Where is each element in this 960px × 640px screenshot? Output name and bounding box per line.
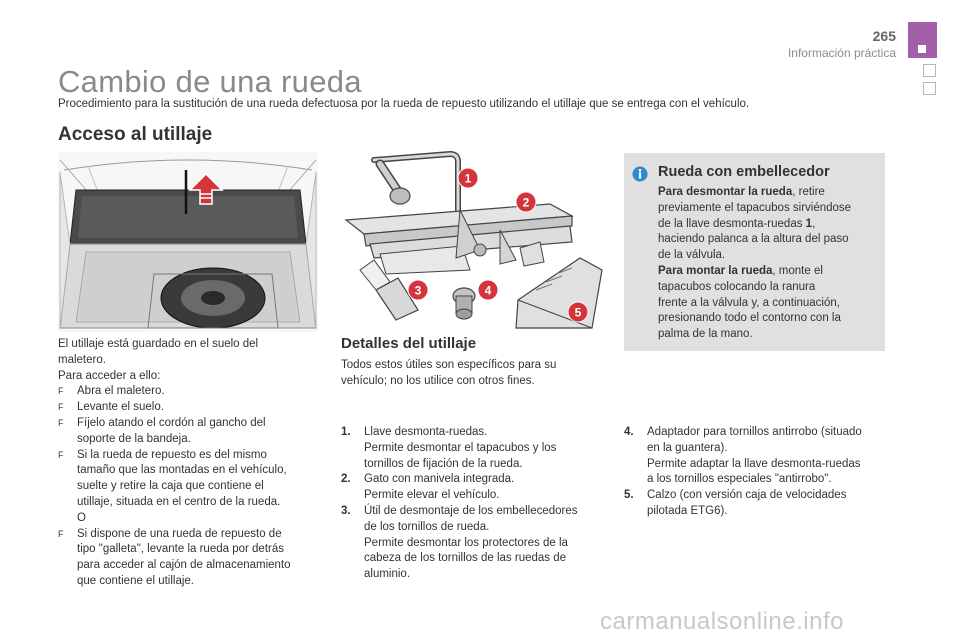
item-text: tornillos de fijación de la rueda. (364, 457, 523, 470)
tool-list-right (624, 425, 886, 520)
item-text: Permite desmontar el tapacubos y los (364, 441, 557, 454)
intro-text: Procedimiento para la sustitución de una rueda defectuosa por la rueda de repuesto utilizando el utillaje que se entrega con el vehículo. (58, 98, 750, 110)
list-item (341, 504, 603, 583)
bullet-text: utillaje, situada en el centro de la rueda. (77, 495, 281, 508)
lift-arrow-icon (188, 172, 224, 206)
bullet-text: soporte de la bandeja. (77, 432, 191, 445)
item-text: cabeza de los tornillos de las ruedas de (364, 552, 567, 565)
heading-acceso: Acceso al utillaje (58, 124, 213, 145)
callout-4 (477, 279, 499, 301)
bullet-icon: F (58, 528, 64, 539)
tool-list-left (341, 425, 603, 583)
text-line: Para acceder a ello: (58, 369, 161, 382)
callout-3-label: 3 (414, 283, 422, 298)
bullet-text: tipo "galleta", levante la rueda por detrás (77, 543, 284, 556)
text-line: maletero. (58, 353, 106, 366)
callout-5-label: 5 (574, 305, 582, 320)
info-text: previamente el tapacubos sirviéndose (658, 201, 852, 214)
bullet-text: tamaño que las montadas en el vehículo, (77, 464, 287, 477)
info-text: , retire (792, 186, 825, 198)
bullet-text: Si dispone de una rueda de repuesto de (77, 527, 282, 540)
bullet-text: que contiene el utillaje. (77, 574, 194, 587)
info-text: palma de la mano. (658, 328, 753, 341)
bullet-item (58, 416, 318, 448)
list-item (341, 425, 603, 472)
callout-2-label: 2 (522, 195, 530, 210)
bullet-text: O (77, 511, 86, 524)
section-tab[interactable] (923, 64, 936, 77)
item-text: aluminio. (364, 568, 411, 581)
item-number: 4. (624, 426, 634, 438)
page-title: Cambio de una rueda (58, 64, 362, 99)
item-text: pilotada ETG6). (647, 504, 728, 517)
callout-3 (407, 279, 429, 301)
info-icon (632, 166, 648, 182)
item-text: Permite elevar el vehículo. (364, 489, 500, 502)
text-line: El utillaje está guardado en el suelo del (58, 338, 259, 350)
item-number: 5. (624, 489, 634, 502)
item-text: Útil de desmontaje de los embellecedores (364, 504, 578, 517)
info-text: frente a la válvula y, a continuación, (658, 296, 840, 309)
callout-5 (567, 301, 589, 323)
bullet-icon: F (58, 417, 64, 428)
info-title: Rueda con embellecedor (658, 164, 830, 180)
bullet-item (58, 527, 318, 590)
section-label: Información práctica (787, 46, 896, 60)
info-text: presionando todo el contorno con la (658, 312, 841, 325)
info-label: Para montar la rueda (658, 264, 773, 277)
bullet-text: Si la rueda de repuesto es del mismo (77, 448, 267, 461)
tab-marker-icon (918, 45, 926, 53)
item-text: Adaptador para tornillos antirrobo (situado (647, 426, 862, 438)
list-item (624, 425, 886, 488)
item-text: Permite desmontar los protectores de la (364, 536, 568, 549)
detalles-desc (341, 358, 586, 390)
text-line: Todos estos útiles son específicos para su (341, 359, 557, 371)
item-text: en la guantera). (647, 441, 728, 454)
item-text: Llave desmonta-ruedas. (364, 426, 488, 438)
info-text: haciendo palanca a la altura del paso (658, 233, 849, 246)
bullet-text: Abra el maletero. (77, 385, 165, 398)
callout-2 (515, 191, 537, 213)
item-number: 2. (341, 473, 351, 486)
callout-1 (457, 167, 479, 189)
list-item (624, 488, 886, 520)
bullet-item (58, 448, 318, 527)
item-text: Gato con manivela integrada. (364, 473, 515, 486)
info-body (658, 185, 880, 343)
section-tab-active[interactable] (908, 22, 937, 58)
acceso-text (58, 337, 318, 590)
item-text: Permite adaptar la llave desmonta-ruedas (647, 457, 861, 470)
info-text: , monte el (772, 264, 823, 277)
callout-1-label: 1 (464, 171, 472, 186)
item-text: de los tornillos de rueda. (364, 520, 490, 533)
bullet-icon: F (58, 386, 64, 397)
watermark: carmanualsonline.info (600, 608, 844, 635)
bullet-text: para acceder al cajón de almacenamiento (77, 559, 291, 572)
info-text: , (812, 217, 816, 230)
bullet-text: Fíjelo atando el cordón al gancho del (77, 416, 266, 429)
bullet-text: Levante el suelo. (77, 401, 164, 414)
info-text: de la válvula. (658, 249, 726, 262)
info-text: de la llave desmonta-ruedas (658, 217, 806, 230)
text-line: vehículo; no los utilice con otros fines. (341, 374, 535, 387)
list-item (341, 472, 603, 504)
bullet-item (58, 384, 318, 400)
item-text: a los tornillos especiales "antirrobo". (647, 473, 832, 486)
heading-detalles: Detalles del utillaje (341, 335, 477, 352)
item-text: Calzo (con versión caja de velocidades (647, 489, 847, 502)
item-number: 3. (341, 504, 351, 517)
info-text: tapacubos colocando la ranura (658, 280, 816, 293)
info-label: Para desmontar la rueda (658, 186, 793, 198)
bullet-icon: F (58, 449, 64, 460)
info-ref: 1 (805, 217, 813, 230)
section-tab[interactable] (923, 82, 936, 95)
item-number: 1. (341, 426, 351, 438)
page-number: 265 (872, 28, 896, 44)
bullet-icon: F (58, 402, 64, 413)
callout-4-label: 4 (484, 283, 492, 298)
bullet-item (58, 400, 318, 416)
bullet-text: suelte y retire la caja que contiene el (77, 480, 264, 493)
